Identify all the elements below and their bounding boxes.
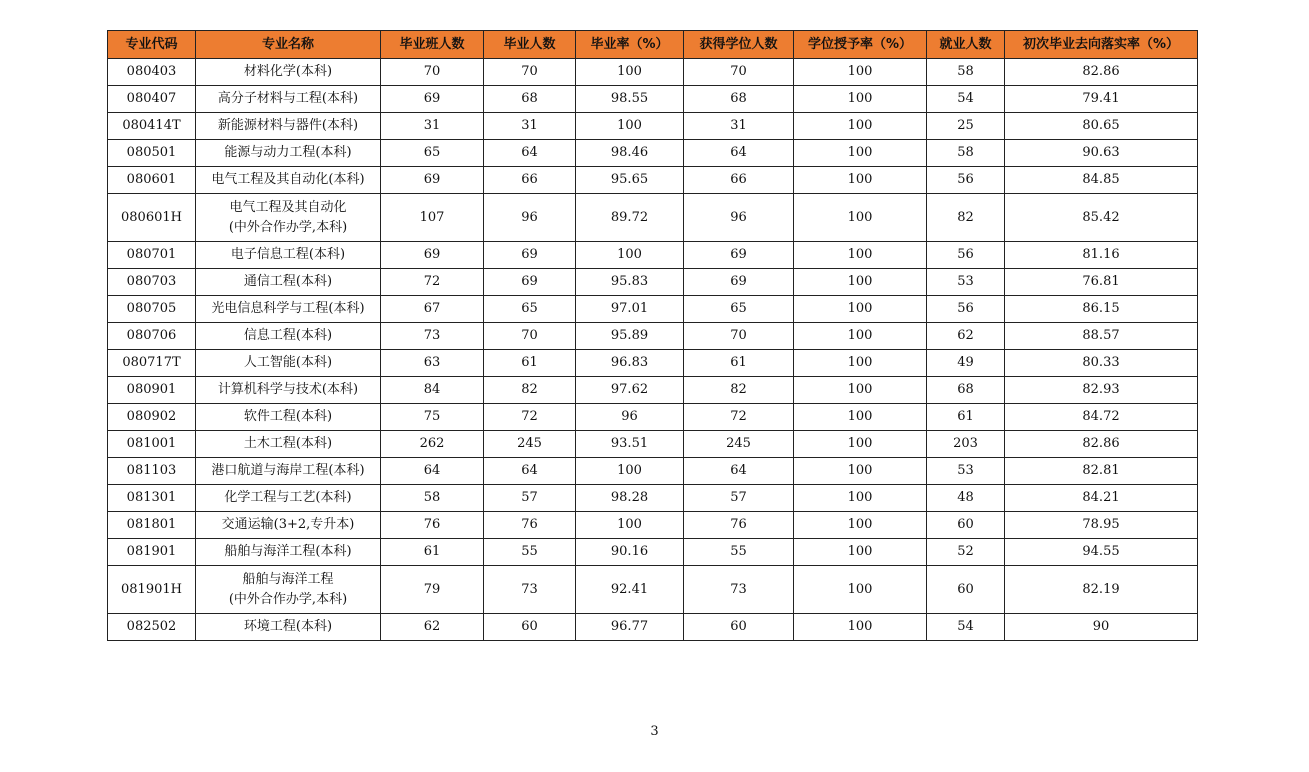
cell-class-size: 76 [381,512,484,539]
table-row [108,377,1198,404]
cell-degree-rate: 100 [794,167,927,194]
cell-graduation-rate: 97.01 [576,296,684,323]
table-row [108,614,1198,641]
table-row [108,242,1198,269]
cell-graduates: 61 [484,350,576,377]
cell-major-name [196,485,381,512]
cell-major-code: 081301 [108,485,196,512]
cell-major-code: 080414T [108,113,196,140]
table-row [108,269,1198,296]
cell-employed: 49 [927,350,1005,377]
table-row [108,296,1198,323]
table-row [108,323,1198,350]
cell-placement-rate: 88.57 [1005,323,1198,350]
cell-employed: 48 [927,485,1005,512]
cell-major-name [196,404,381,431]
cell-graduates: 245 [484,431,576,458]
cell-major-code: 080703 [108,269,196,296]
cell-major-name [196,113,381,140]
cell-class-size: 72 [381,269,484,296]
cell-placement-rate: 82.93 [1005,377,1198,404]
cell-degree-rate: 100 [794,194,927,242]
cell-degree-rate: 100 [794,86,927,113]
cell-class-size: 61 [381,539,484,566]
cell-graduation-rate: 97.62 [576,377,684,404]
cell-class-size: 64 [381,458,484,485]
major-name-line: 高分子材料与工程(本科) [217,91,359,106]
cell-major-name [196,167,381,194]
cell-graduates: 65 [484,296,576,323]
major-name-line: (中外合作办学,本科) [228,219,348,235]
cell-graduation-rate: 95.83 [576,269,684,296]
cell-placement-rate: 82.81 [1005,458,1198,485]
cell-class-size: 107 [381,194,484,242]
cell-class-size: 63 [381,350,484,377]
cell-graduates: 70 [484,323,576,350]
cell-major-name [196,512,381,539]
graduate-statistics-table [107,30,1198,641]
cell-major-name [196,86,381,113]
cell-major-code: 080601H [108,194,196,242]
major-name-line: 新能源材料与器件(本科) [217,118,359,133]
cell-class-size: 69 [381,167,484,194]
table-row [108,485,1198,512]
cell-graduates: 69 [484,242,576,269]
cell-graduation-rate: 100 [576,512,684,539]
table-row [108,113,1198,140]
cell-degree-rate: 100 [794,458,927,485]
cell-employed: 68 [927,377,1005,404]
cell-employed: 56 [927,167,1005,194]
cell-degree-rate: 100 [794,614,927,641]
cell-major-code: 081001 [108,431,196,458]
cell-graduates: 57 [484,485,576,512]
cell-graduation-rate: 98.28 [576,485,684,512]
major-name-line: 环境工程(本科) [243,619,333,634]
cell-employed: 58 [927,59,1005,86]
cell-class-size: 62 [381,614,484,641]
cell-placement-rate: 94.55 [1005,539,1198,566]
table-row [108,539,1198,566]
cell-degree-rate: 100 [794,566,927,614]
table-row [108,566,1198,614]
cell-degree-rate: 100 [794,269,927,296]
cell-degrees-awarded: 69 [684,242,794,269]
header-degree-rate: 学位授予率（%） [794,31,927,59]
table-row [108,431,1198,458]
cell-degree-rate: 100 [794,242,927,269]
cell-graduation-rate: 96.83 [576,350,684,377]
cell-employed: 82 [927,194,1005,242]
cell-placement-rate: 79.41 [1005,86,1198,113]
cell-major-code: 080705 [108,296,196,323]
cell-degrees-awarded: 65 [684,296,794,323]
cell-graduation-rate: 98.55 [576,86,684,113]
major-name-line: 软件工程(本科) [243,409,333,424]
cell-graduates: 64 [484,140,576,167]
cell-degree-rate: 100 [794,350,927,377]
cell-employed: 25 [927,113,1005,140]
cell-graduation-rate: 93.51 [576,431,684,458]
cell-degrees-awarded: 64 [684,140,794,167]
cell-major-code: 080901 [108,377,196,404]
cell-employed: 58 [927,140,1005,167]
cell-graduation-rate: 92.41 [576,566,684,614]
table-body [108,59,1198,641]
header-graduates: 毕业人数 [484,31,576,59]
major-name-line: 电气工程及其自动化 [229,199,347,215]
cell-placement-rate: 76.81 [1005,269,1198,296]
table-row [108,140,1198,167]
cell-employed: 60 [927,566,1005,614]
cell-major-name [196,296,381,323]
cell-graduates: 68 [484,86,576,113]
cell-graduates: 73 [484,566,576,614]
cell-graduates: 82 [484,377,576,404]
cell-graduates: 70 [484,59,576,86]
cell-placement-rate: 80.65 [1005,113,1198,140]
cell-major-code: 080902 [108,404,196,431]
cell-graduates: 31 [484,113,576,140]
header-major-code: 专业代码 [108,31,196,59]
cell-employed: 54 [927,86,1005,113]
cell-degrees-awarded: 245 [684,431,794,458]
cell-employed: 53 [927,269,1005,296]
cell-placement-rate: 85.42 [1005,194,1198,242]
cell-degrees-awarded: 82 [684,377,794,404]
cell-degrees-awarded: 64 [684,458,794,485]
table-header-row [108,31,1198,59]
cell-employed: 203 [927,431,1005,458]
cell-degree-rate: 100 [794,539,927,566]
cell-graduates: 60 [484,614,576,641]
major-name-line: (中外合作办学,本科) [228,591,348,607]
cell-graduates: 76 [484,512,576,539]
page-number: 3 [650,724,659,739]
header-degrees-awarded: 获得学位人数 [684,31,794,59]
table-row [108,59,1198,86]
cell-graduation-rate: 96.77 [576,614,684,641]
cell-class-size: 69 [381,242,484,269]
cell-degrees-awarded: 66 [684,167,794,194]
cell-degree-rate: 100 [794,512,927,539]
major-name-line: 材料化学(本科) [243,64,333,79]
major-name-line: 港口航道与海岸工程(本科) [211,463,365,478]
cell-class-size: 31 [381,113,484,140]
cell-employed: 53 [927,458,1005,485]
cell-placement-rate: 78.95 [1005,512,1198,539]
cell-class-size: 84 [381,377,484,404]
cell-major-name [196,194,381,242]
cell-degrees-awarded: 73 [684,566,794,614]
header-class-size: 毕业班人数 [381,31,484,59]
cell-graduates: 69 [484,269,576,296]
cell-graduation-rate: 89.72 [576,194,684,242]
cell-placement-rate: 90.63 [1005,140,1198,167]
cell-graduation-rate: 95.65 [576,167,684,194]
cell-placement-rate: 80.33 [1005,350,1198,377]
cell-degree-rate: 100 [794,113,927,140]
cell-degrees-awarded: 72 [684,404,794,431]
cell-class-size: 70 [381,59,484,86]
cell-major-name [196,377,381,404]
cell-degrees-awarded: 69 [684,269,794,296]
cell-major-code: 081901H [108,566,196,614]
cell-major-name [196,59,381,86]
cell-graduation-rate: 95.89 [576,323,684,350]
cell-degree-rate: 100 [794,377,927,404]
table-row [108,404,1198,431]
cell-major-code: 080403 [108,59,196,86]
major-name-line: 土木工程(本科) [243,436,333,451]
cell-placement-rate: 84.85 [1005,167,1198,194]
table-row [108,350,1198,377]
cell-major-name [196,431,381,458]
header-graduation-rate: 毕业率（%） [576,31,684,59]
cell-class-size: 69 [381,86,484,113]
major-name-line: 电气工程及其自动化(本科) [211,172,365,187]
major-name-line: 交通运输(3+2,专升本) [221,517,355,532]
cell-major-code: 080501 [108,140,196,167]
major-name-line: 电子信息工程(本科) [230,247,346,262]
cell-placement-rate: 90 [1005,614,1198,641]
cell-graduation-rate: 100 [576,113,684,140]
cell-employed: 56 [927,296,1005,323]
cell-major-code: 080717T [108,350,196,377]
table-row [108,458,1198,485]
major-name-line: 船舶与海洋工程 [242,571,334,587]
cell-degrees-awarded: 68 [684,86,794,113]
major-name-line: 人工智能(本科) [243,355,333,370]
cell-employed: 61 [927,404,1005,431]
cell-graduation-rate: 96 [576,404,684,431]
cell-major-code: 081103 [108,458,196,485]
table-row [108,86,1198,113]
cell-degree-rate: 100 [794,485,927,512]
major-name-line: 船舶与海洋工程(本科) [224,544,352,559]
cell-placement-rate: 82.86 [1005,431,1198,458]
cell-major-name [196,323,381,350]
cell-major-code: 080701 [108,242,196,269]
major-name-line: 光电信息科学与工程(本科) [211,301,365,316]
cell-degrees-awarded: 60 [684,614,794,641]
cell-major-code: 080407 [108,86,196,113]
cell-class-size: 67 [381,296,484,323]
cell-degree-rate: 100 [794,431,927,458]
cell-major-name [196,614,381,641]
cell-major-name [196,269,381,296]
cell-major-code: 081801 [108,512,196,539]
cell-degree-rate: 100 [794,59,927,86]
cell-graduation-rate: 100 [576,458,684,485]
cell-degree-rate: 100 [794,296,927,323]
cell-graduation-rate: 98.46 [576,140,684,167]
cell-degrees-awarded: 70 [684,59,794,86]
cell-employed: 62 [927,323,1005,350]
cell-major-code: 081901 [108,539,196,566]
cell-major-name [196,242,381,269]
statistics-table-container [107,30,1198,641]
table-row [108,512,1198,539]
cell-graduates: 66 [484,167,576,194]
cell-degree-rate: 100 [794,323,927,350]
cell-employed: 52 [927,539,1005,566]
cell-class-size: 65 [381,140,484,167]
cell-class-size: 79 [381,566,484,614]
major-name-line: 计算机科学与技术(本科) [217,382,359,397]
cell-degrees-awarded: 76 [684,512,794,539]
table-row [108,167,1198,194]
cell-degrees-awarded: 55 [684,539,794,566]
header-employed: 就业人数 [927,31,1005,59]
cell-degree-rate: 100 [794,140,927,167]
cell-graduates: 96 [484,194,576,242]
cell-degrees-awarded: 96 [684,194,794,242]
cell-placement-rate: 84.72 [1005,404,1198,431]
cell-major-name [196,350,381,377]
cell-graduates: 55 [484,539,576,566]
cell-class-size: 73 [381,323,484,350]
cell-graduates: 64 [484,458,576,485]
cell-graduation-rate: 90.16 [576,539,684,566]
cell-major-code: 082502 [108,614,196,641]
cell-degree-rate: 100 [794,404,927,431]
cell-major-name [196,140,381,167]
cell-major-code: 080706 [108,323,196,350]
cell-major-name [196,566,381,614]
major-name-line: 化学工程与工艺(本科) [224,490,352,505]
cell-degrees-awarded: 70 [684,323,794,350]
cell-placement-rate: 82.86 [1005,59,1198,86]
cell-placement-rate: 84.21 [1005,485,1198,512]
cell-degrees-awarded: 57 [684,485,794,512]
cell-graduation-rate: 100 [576,242,684,269]
cell-degrees-awarded: 61 [684,350,794,377]
cell-employed: 60 [927,512,1005,539]
major-name-line: 能源与动力工程(本科) [224,145,352,160]
major-name-line: 信息工程(本科) [243,328,333,343]
cell-placement-rate: 81.16 [1005,242,1198,269]
cell-graduation-rate: 100 [576,59,684,86]
cell-class-size: 262 [381,431,484,458]
cell-placement-rate: 86.15 [1005,296,1198,323]
cell-placement-rate: 82.19 [1005,566,1198,614]
cell-employed: 56 [927,242,1005,269]
major-name-line: 通信工程(本科) [243,274,333,289]
cell-major-name [196,458,381,485]
cell-major-code: 080601 [108,167,196,194]
header-placement-rate: 初次毕业去向落实率（%） [1005,31,1198,59]
cell-graduates: 72 [484,404,576,431]
cell-degrees-awarded: 31 [684,113,794,140]
cell-major-name [196,539,381,566]
cell-employed: 54 [927,614,1005,641]
cell-class-size: 75 [381,404,484,431]
header-major-name: 专业名称 [196,31,381,59]
cell-class-size: 58 [381,485,484,512]
table-row [108,194,1198,242]
